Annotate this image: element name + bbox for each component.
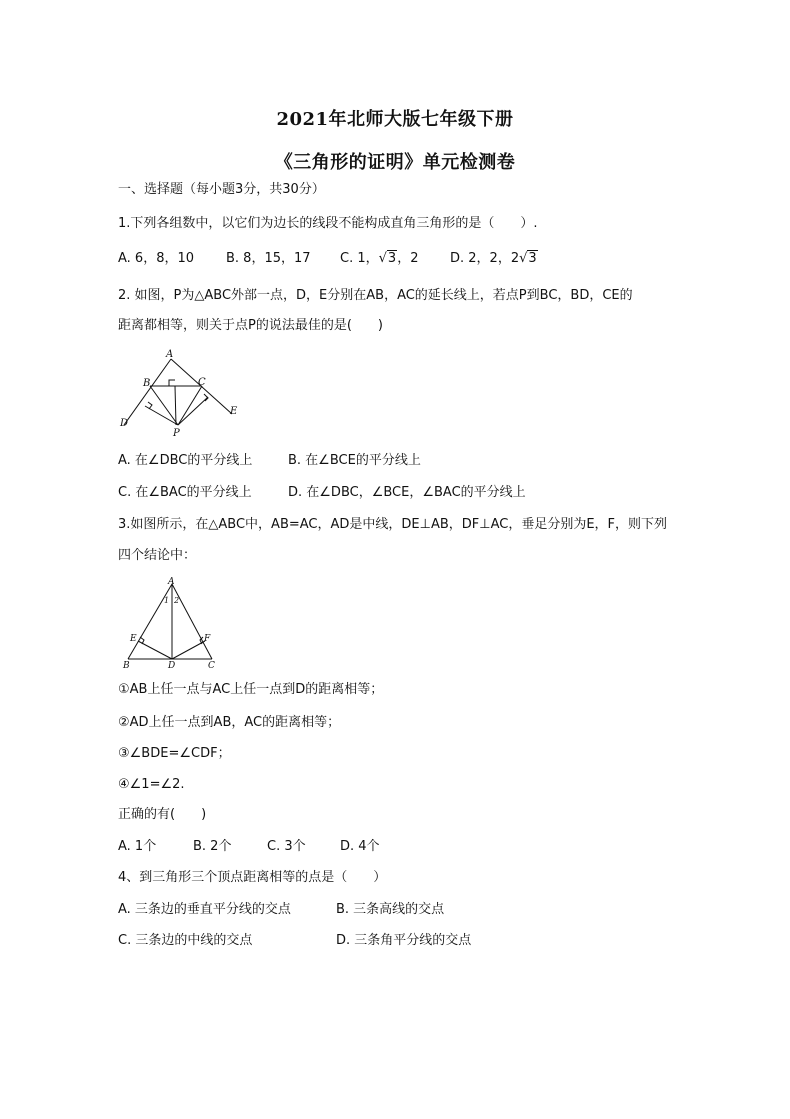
- q2-options-row1: [118, 451, 421, 471]
- q3-option-a[interactable]: A. 1个: [118, 839, 157, 854]
- q3-option-c[interactable]: C. 3个: [267, 839, 306, 854]
- label-F: F: [204, 634, 211, 644]
- q3-statement-2: ②AD上任一点到AB，AC的距离相等；: [118, 715, 341, 730]
- label-E: E: [230, 406, 238, 417]
- label-angle-1: 1: [164, 596, 170, 605]
- perpendicular-DF: [172, 641, 205, 659]
- sqrt-symbol: √3: [378, 251, 397, 266]
- label-C: C: [208, 661, 215, 671]
- label-P: P: [173, 428, 180, 439]
- q4-options-row2: [118, 931, 471, 951]
- q1-option-a[interactable]: A. 6，8，10: [118, 251, 195, 266]
- q3-option-d[interactable]: D. 4个: [340, 839, 380, 854]
- label-D: D: [168, 661, 176, 671]
- q2-stem-line2: 距离都相等，则关于点P的说法最佳的是( ): [118, 318, 383, 333]
- q4-options-row1: [118, 900, 444, 920]
- q2-stem-line1: 2. 如图，P为△ABC外部一点，D，E分别在AB，AC的延长线上，若点P到BC，BD，CE的: [118, 288, 633, 303]
- q1-option-d[interactable]: [450, 249, 538, 269]
- q4-option-d[interactable]: D. 三条角平分线的交点: [336, 933, 472, 948]
- perpendicular-DE: [138, 641, 172, 659]
- q4-option-c[interactable]: C. 三条边的中线的交点: [118, 933, 253, 948]
- q3-stem-line1: 3.如图所示，在△ABC中，AB=AC，AD是中线，DE⊥AB，DF⊥AC，垂足分别为E，F，则下列: [118, 517, 668, 532]
- section-heading: 一、选择题（每小题3分，共30分）: [118, 182, 325, 197]
- q1-options: [118, 249, 538, 269]
- q1-option-c-suffix: ，2: [397, 251, 419, 266]
- q2-option-d[interactable]: D. 在∠DBC，∠BCE，∠BAC的平分线上: [288, 485, 526, 500]
- q2-option-b[interactable]: B. 在∠BCE的平分线上: [288, 453, 421, 468]
- label-C: C: [198, 377, 206, 388]
- q3-figure: [116, 575, 224, 671]
- q1-option-c-prefix: C. 1，: [340, 251, 379, 266]
- q1-stem: 1.下列各组数中，以它们为边长的线段不能构成直角三角形的是（ ）.: [118, 216, 538, 231]
- label-B: B: [123, 661, 130, 671]
- perpendicular-to-BD: [145, 406, 178, 425]
- q1-option-b[interactable]: B. 8，15，17: [226, 251, 311, 266]
- label-A: A: [166, 349, 174, 360]
- q4-option-a[interactable]: A. 三条边的垂直平分线的交点: [118, 902, 291, 917]
- document-title: 2021年北师大版七年级下册: [276, 109, 514, 130]
- q1-option-d-radicand: 3: [528, 251, 537, 266]
- q3-statement-4: ④∠1=∠2.: [118, 777, 185, 792]
- q4-option-b[interactable]: B. 三条高线的交点: [336, 902, 445, 917]
- q4-stem: 4、到三角形三个顶点距离相等的点是（ ）: [118, 870, 387, 885]
- line-BP: [150, 386, 178, 425]
- sqrt-symbol: √3: [519, 251, 537, 266]
- q3-statement-3: ③∠BDE=∠CDF；: [118, 746, 231, 761]
- q2-option-c[interactable]: C. 在∠BAC的平分线上: [118, 485, 252, 500]
- q2-option-a[interactable]: A. 在∠DBC的平分线上: [118, 453, 253, 468]
- line-AD: [124, 359, 171, 425]
- q3-statement-1: ①AB上任一点与AC上任一点到D的距离相等；: [118, 682, 384, 697]
- q1-option-c-radicand: 3: [387, 251, 397, 266]
- q2-figure: [112, 348, 252, 440]
- q3-stem-line2: 四个结论中：: [118, 548, 197, 563]
- label-angle-2: 2: [174, 596, 180, 605]
- label-B: B: [143, 378, 151, 389]
- label-E: E: [130, 634, 137, 644]
- q1-option-c[interactable]: [340, 249, 450, 269]
- label-A: A: [168, 577, 175, 587]
- document-subtitle: 《三角形的证明》单元检测卷: [274, 152, 516, 173]
- q1-option-d-prefix: D. 2，2，2: [450, 251, 520, 266]
- label-D: D: [120, 418, 129, 429]
- right-angle-mark: [169, 380, 175, 386]
- q2-options-row2: [118, 483, 526, 503]
- right-angle-mark: [140, 637, 144, 644]
- q3-option-b[interactable]: B. 2个: [193, 839, 232, 854]
- perpendicular-to-BC: [175, 386, 176, 425]
- q3-options: [118, 837, 380, 857]
- q3-prompt: 正确的有( ): [118, 807, 207, 822]
